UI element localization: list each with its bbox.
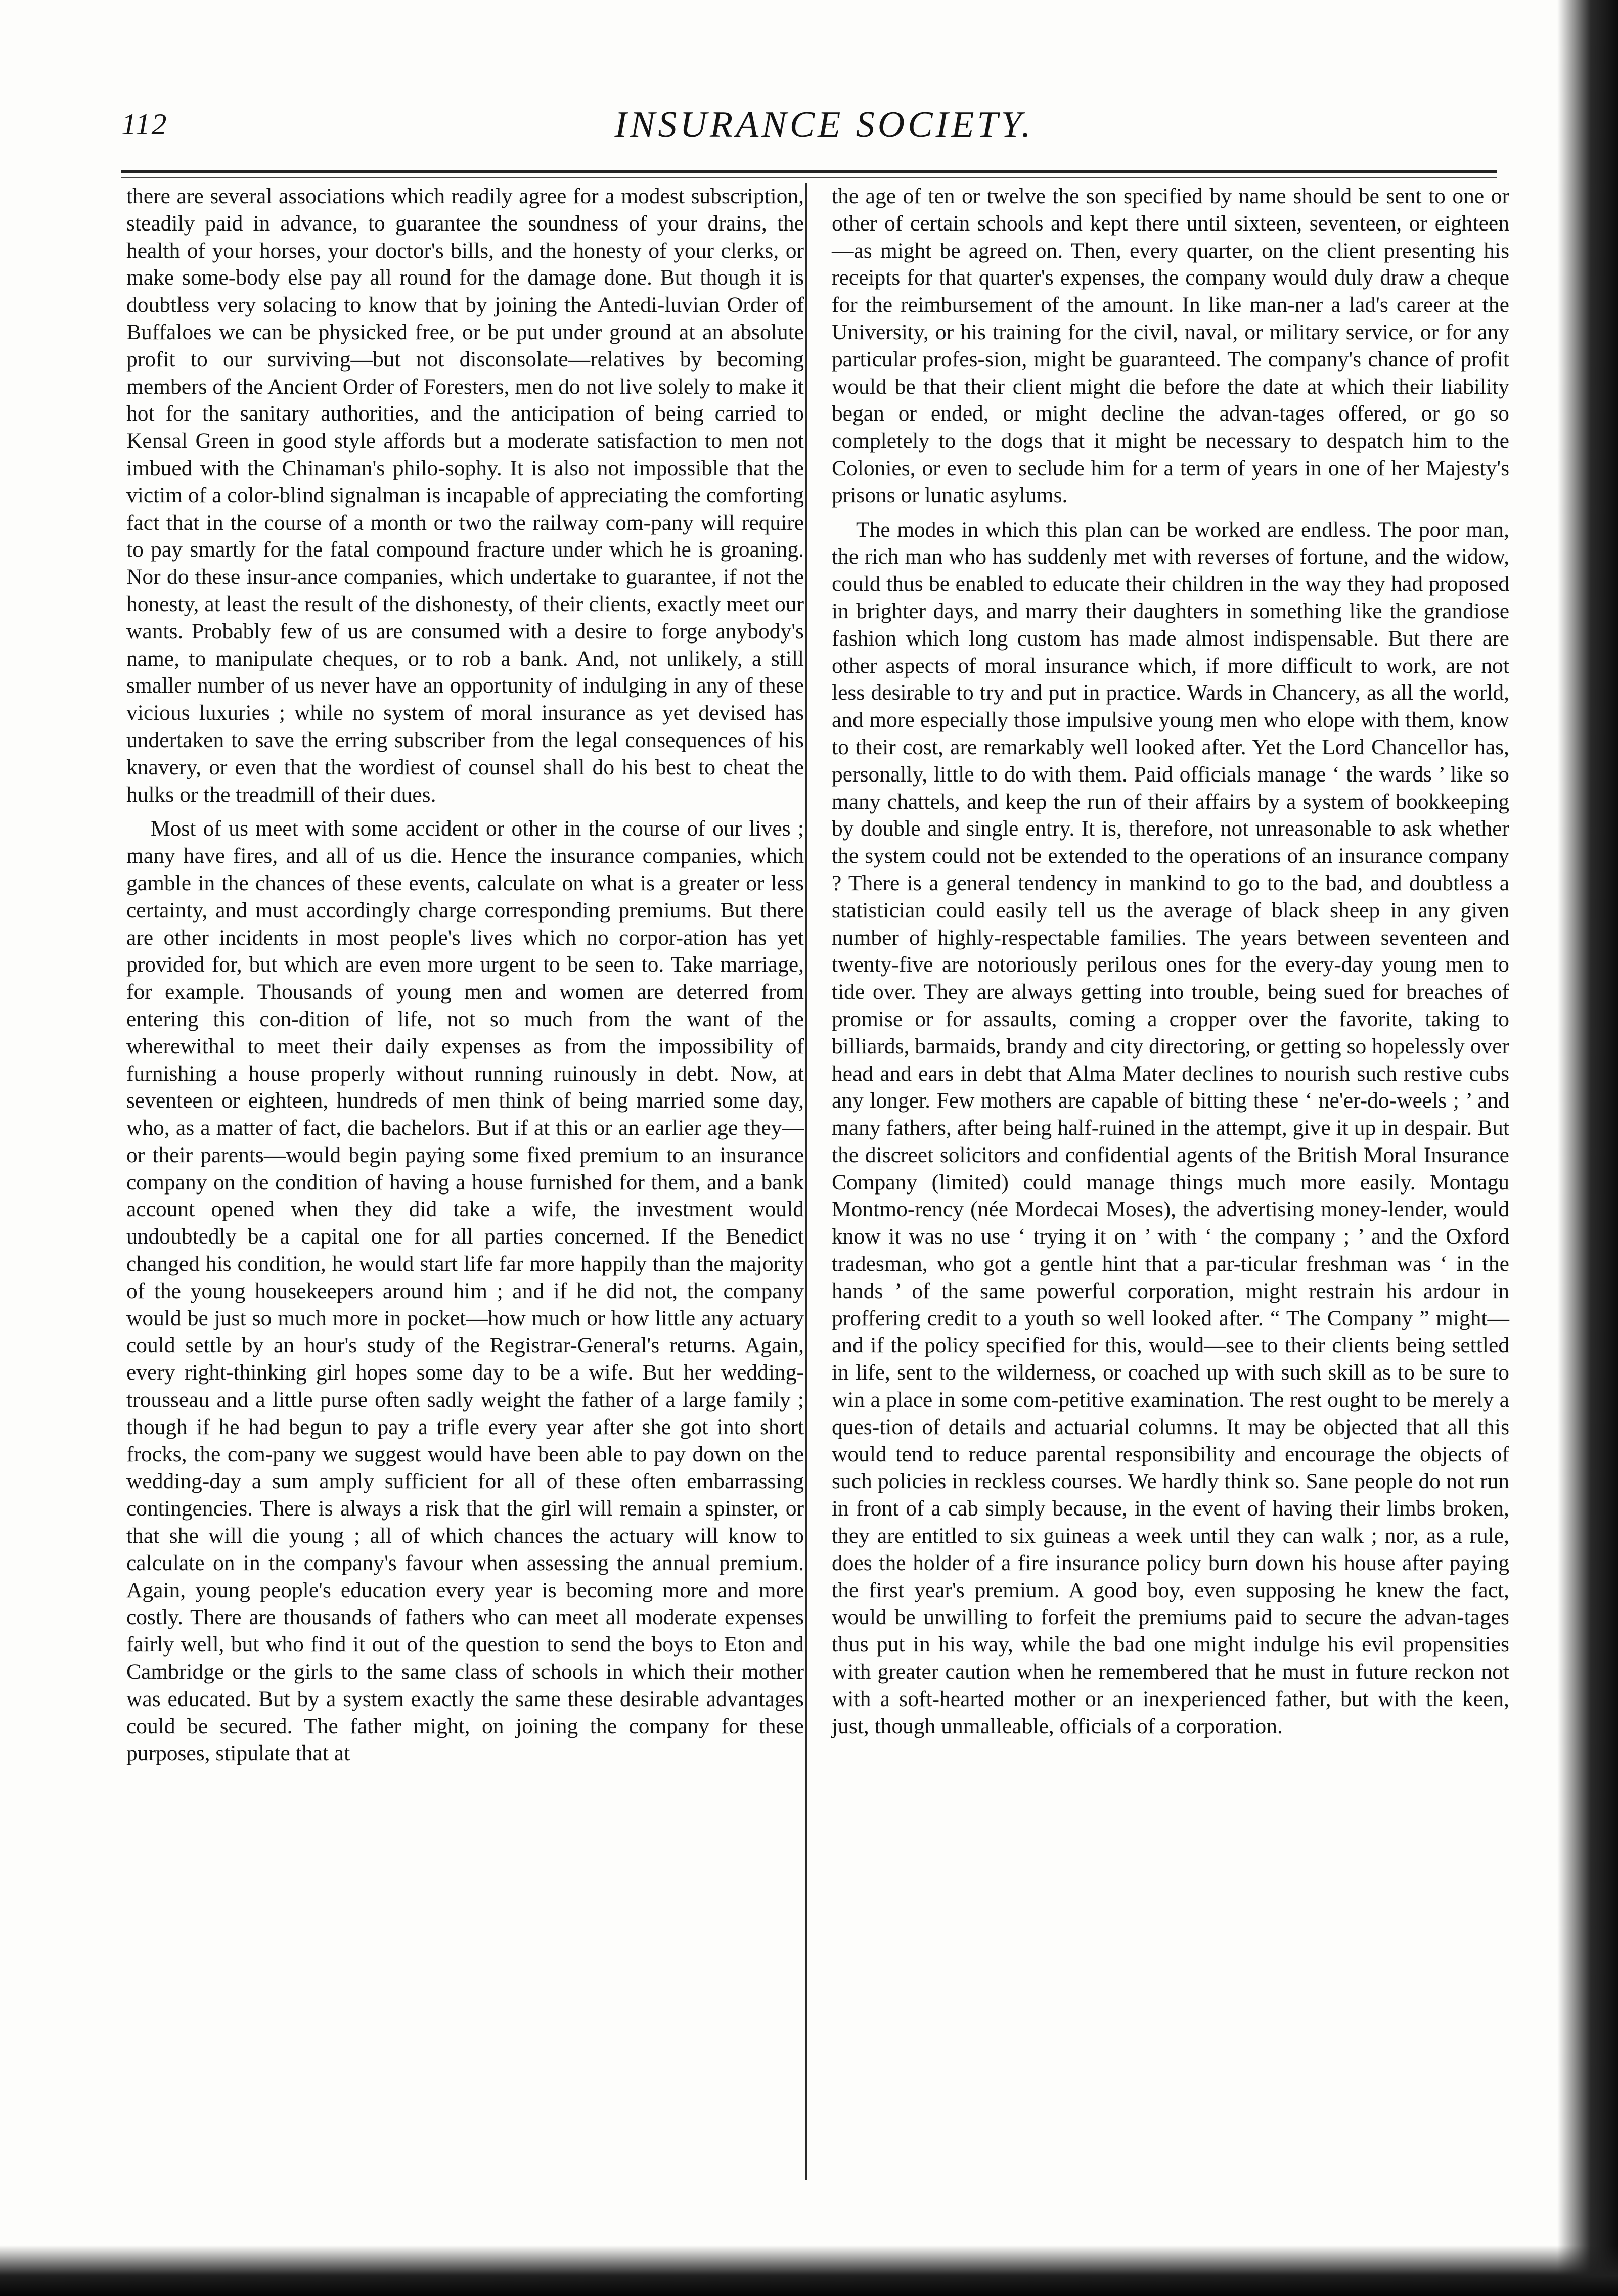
paragraph: Most of us meet with some accident or other in the course of our lives ; many have fires, and all of us die. Hence the insurance companies, which gamble in the chances of these events, calculate on what is a greater or less certainty, and must accordingly charge corresponding premiums. But there are other incidents in most people's lives which no corpor-ation has yet provided for, but which are even more urgent to be seen to. Take marriage, for example. Thousands of young men and women are deterred from entering this con-dition of life, not so much from the want of the wherewithal to meet their daily expenses as from the impossibility of furnishing a house properly without running ruinously in debt. Now, at seventeen or eighteen, hundreds of men think of being married some day, who, as a matter of fact, die bachelors. But if at this or an earlier age they—or their parents—would begin paying some fixed premium to an insurance company on the condition of having a house furnished for them, and a bank account opened when they did take a wife, the investment would undoubtedly be a capital one for all parties concerned. If the Benedict changed his condition, he would start life far more happily than the majority of the young housekeepers around him ; and if he did not, the company would be just so much more in pocket—how much or how little any actuary could settle by an hour's study of the Registrar-General's returns. Again, every right-thinking girl hopes some day to be a wife. But her wedding-trousseau and a little purse often sadly weight the father of a large family ; though if he had begun to pay a trifle every year after she got into short frocks, the com-pany we suggest would have been able to pay down on the wedding-day a sum amply sufficient for all of these often embarrassing contingencies. There is always a risk that the girl will remain a spinster, or that she will die young ; all of which chances the actuary will know to calculate on in the company's favour when assessing the annual premium. Again, young people's education every year is becoming more and more costly. There are thousands of fathers who can meet all moderate expenses fairly well, but who find it out of the question to send the boys to Eton and Cambridge or the girls to the same class of schools in which their mother was educated. But by a system exactly the same these desirable advantages could be secured. The father might, on joining the company for these purposes, stipulate that at xyxy=(126,816,804,1766)
scan-edge-shadow-right xyxy=(1557,0,1618,2296)
page-number: 112 xyxy=(121,108,168,141)
paragraph: there are several associations which readily agree for a modest subscription, steadily paid in advance, to guarantee the soundness of your drains, the health of your horses, your doctor's bills, and the honesty of your clerks, or make some-body else pay all round for the damage done. But though it is doubtless very solacing to know that by joining the Antedi-luvian Order of Buffaloes we can be physicked free, or be put under ground at an absolute profit to our surviving—but not disconsolate—relatives by becoming members of the Ancient Order of Foresters, men do not live solely to make it hot for the sanitary authorities, and the anticipation of being carried to Kensal Green in good style affords but a moderate satisfaction to men not imbued with the Chinaman's philo-sophy. It is also not impossible that the victim of a color-blind signalman is incapable of appreciating the comforting fact that in the course of a month or two the railway com-pany will require to pay smartly for the fatal compound fracture under which he is groaning. Nor do these insur-ance companies, which undertake to guarantee, if not the honesty, at least the result of the dishonesty, of their clients, exactly meet our wants. Probably few of us are consumed with a desire to forge anybody's name, to manipulate cheques, or to rob a bank. And, not unlikely, a still smaller number of us never have an opportunity of indulging in any of these vicious luxuries ; while no system of moral insurance as yet devised has undertaken to save the erring subscriber from the legal consequences of his knavery, or even that the wordiest of counsel shall do his best to cheat the hulks or the treadmill of their dues. xyxy=(126,184,804,807)
column-divider xyxy=(805,183,807,2180)
header-rule xyxy=(121,170,1497,173)
paragraph: the age of ten or twelve the son specified by name should be sent to one or other of certain schools and kept there until sixteen, seventeen, or eighteen—as might be agreed on. Then, every quarter, on the client presenting his receipts for that quarter's expenses, the company would duly draw a cheque for the reimbursement of the amount. In like man-ner a lad's career at the University, or his training for the civil, naval, or military service, or for any particular profes-sion, might be guaranteed. The company's chance of profit would be that their client might die before the date at which their liability began or ended, or might decline the advan-tages offered, or go so completely to the dogs that it might be necessary to despatch him to the Colonies, or even to seclude him for a term of years in one of her Majesty's prisons or lunatic asylums. xyxy=(832,184,1509,508)
scan-edge-shadow-bottom xyxy=(0,2245,1618,2296)
right-column xyxy=(832,183,1509,1740)
paragraph: The modes in which this plan can be worked are endless. The poor man, the rich man who has suddenly met with reverses of fortune, and the widow, could thus be enabled to educate their children in the way they had proposed in brighter days, and marry their daughters in something like the grandiose fashion which long custom has made almost indispensable. But there are other aspects of moral insurance which, if more difficult to work, are not less desirable to try and put in practice. Wards in Chancery, as all the world, and more especially those impulsive young men who elope with them, know to their cost, are remarkably well looked after. Yet the Lord Chancellor has, personally, little to do with them. Paid officials manage ‘ the wards ’ like so many chattels, and keep the run of their affairs by a system of bookkeeping by double and single entry. It is, therefore, not unreasonable to ask whether the system could not be extended to the operations of an insurance company ? There is a general tendency in mankind to go to the bad, and doubtless a statistician could easily tell us the average of black sheep in any given number of highly-respectable families. The years between seventeen and twenty-five are notoriously perilous ones for the every-day young men to tide over. They are always getting into trouble, being sued for breaches of promise or for assaults, coming a cropper over the favorite, taking to billiards, barmaids, brandy and city directoring, or getting so hopelessly over head and ears in debt that Alma Mater declines to nourish such restive cubs any longer. Few mothers are capable of bitting these ‘ ne'er-do-weels ; ’ and many fathers, after being half-ruined in the attempt, give it up in despair. But the discreet solicitors and confidential agents of the British Moral Insurance Company (limited) could manage things much more easily. Montagu Montmo-rency (née Mordecai Moses), the advertising money-lender, would know it was no use ‘ trying it on ’ with ‘ the company ; ’ and the Oxford tradesman, who got a gentle hint that a par-ticular freshman was ‘ in the hands ’ of the same powerful corporation, might restrain his ardour in proffering credit to a youth so well looked after. “ The Company ” might—and if the policy specified for this, would—see to their clients being settled in life, sent to the wilderness, or coached up with such skill as to be sure to win a place in some com-petitive examination. The rest ought to be merely a ques-tion of details and actuarial columns. It may be objected that all this would tend to reduce parental responsibility and encourage the objects of such policies in reckless courses. We hardly think so. Sane people do not run in front of a cab simply because, in the event of having their limbs broken, they are entitled to six guineas a week until they can walk ; nor, as a rule, does the holder of a fire insurance policy burn down his house after paying the first year's premium. A good boy, even supposing he knew the fact, would be unwilling to forfeit the premiums paid to secure the advan-tages thus put in his way, while the bad one might indulge his evil propensities with greater caution when he remembered that he must in future reckon not with a soft-hearted mother or an inexperienced father, but with the keen, just, though unmalleable, officials of a corporation. xyxy=(832,517,1509,1738)
running-title: INSURANCE SOCIETY. xyxy=(614,104,1034,146)
left-column xyxy=(126,183,804,1767)
header-rule-thin xyxy=(121,177,1497,178)
